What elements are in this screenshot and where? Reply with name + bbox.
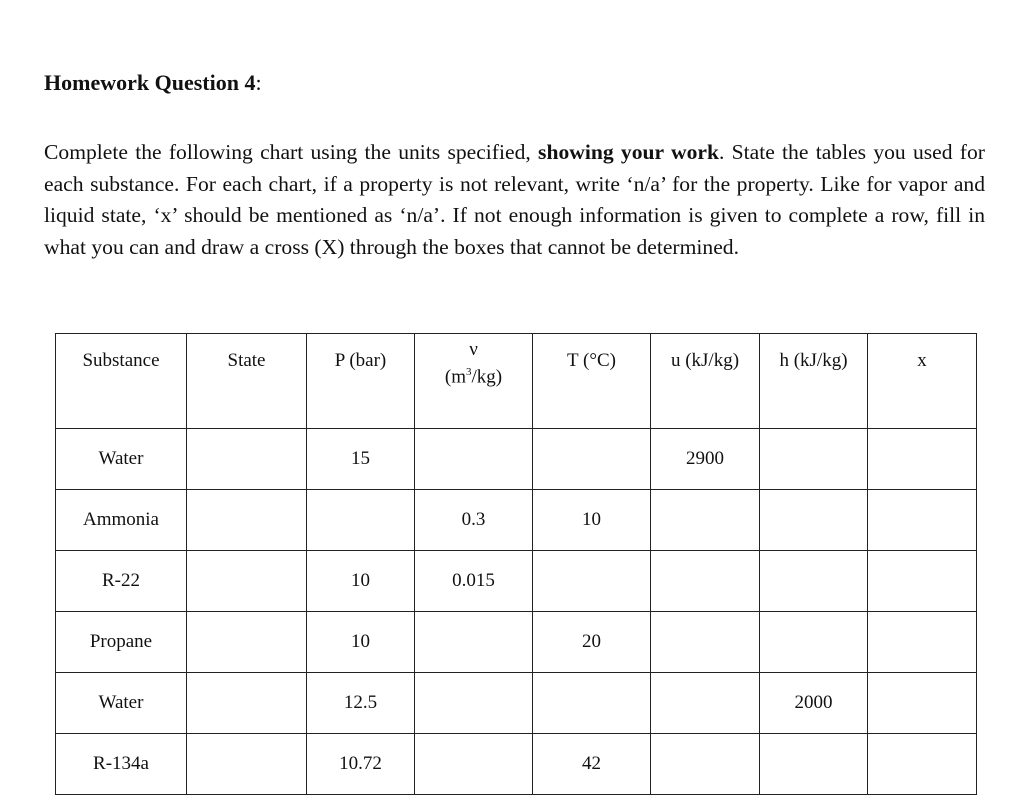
cell-substance: Propane — [56, 612, 187, 673]
cell-enthalpy — [760, 551, 868, 612]
cell-volume — [415, 734, 533, 795]
cell-state — [187, 551, 307, 612]
cell-state — [187, 612, 307, 673]
cell-volume — [415, 429, 533, 490]
cell-internal-energy — [651, 673, 760, 734]
volume-unit-sup: 3 — [466, 366, 472, 378]
header-enthalpy: h (kJ/kg) — [760, 334, 868, 429]
table-row — [56, 490, 977, 551]
question-title-label: Homework Question 4 — [44, 70, 256, 95]
header-state: State — [187, 334, 307, 429]
cell-pressure — [307, 490, 415, 551]
cell-volume — [415, 673, 533, 734]
cell-internal-energy: 2900 — [651, 429, 760, 490]
question-title-colon: : — [255, 70, 262, 95]
table-row — [56, 429, 977, 490]
cell-quality — [868, 673, 977, 734]
table-row — [56, 673, 977, 734]
volume-unit — [415, 360, 532, 389]
nu-symbol: ν — [469, 339, 478, 360]
table-row — [56, 734, 977, 795]
cell-volume: 0.015 — [415, 551, 533, 612]
cell-enthalpy — [760, 490, 868, 551]
cell-quality — [868, 490, 977, 551]
cell-pressure: 15 — [307, 429, 415, 490]
volume-unit-post: /kg) — [471, 366, 503, 388]
instructions-part1: Complete the following chart using the units specified, — [44, 140, 539, 164]
cell-pressure: 10.72 — [307, 734, 415, 795]
cell-substance: Ammonia — [56, 490, 187, 551]
instructions-bold: showing your work — [538, 140, 719, 164]
cell-pressure: 10 — [307, 612, 415, 673]
cell-enthalpy — [760, 429, 868, 490]
cell-quality — [868, 612, 977, 673]
cell-temperature — [533, 429, 651, 490]
header-internal-energy: u (kJ/kg) — [651, 334, 760, 429]
table-row — [56, 551, 977, 612]
cell-enthalpy — [760, 612, 868, 673]
cell-temperature: 20 — [533, 612, 651, 673]
cell-state — [187, 490, 307, 551]
cell-quality — [868, 429, 977, 490]
header-temperature: T (°C) — [533, 334, 651, 429]
question-title — [44, 68, 262, 98]
cell-internal-energy — [651, 612, 760, 673]
cell-substance: Water — [56, 429, 187, 490]
cell-substance: R-134a — [56, 734, 187, 795]
cell-internal-energy — [651, 734, 760, 795]
cell-state — [187, 734, 307, 795]
header-row — [56, 334, 977, 429]
cell-enthalpy: 2000 — [760, 673, 868, 734]
cell-volume — [415, 612, 533, 673]
property-chart — [55, 333, 977, 795]
header-substance: Substance — [56, 334, 187, 429]
cell-volume: 0.3 — [415, 490, 533, 551]
table-row — [56, 612, 977, 673]
cell-temperature — [533, 673, 651, 734]
cell-state — [187, 429, 307, 490]
cell-pressure: 10 — [307, 551, 415, 612]
instructions-paragraph — [44, 137, 985, 263]
volume-unit-pre: (m — [444, 366, 466, 388]
cell-substance: R-22 — [56, 551, 187, 612]
cell-substance: Water — [56, 673, 187, 734]
cell-enthalpy — [760, 734, 868, 795]
cell-quality — [868, 551, 977, 612]
cell-internal-energy — [651, 490, 760, 551]
cell-pressure: 12.5 — [307, 673, 415, 734]
cell-quality — [868, 734, 977, 795]
cell-state — [187, 673, 307, 734]
header-specific-volume — [415, 334, 533, 429]
header-pressure: P (bar) — [307, 334, 415, 429]
cell-temperature: 10 — [533, 490, 651, 551]
header-quality: x — [868, 334, 977, 429]
instructions-part2: . State the tables you used for each substance. For each chart, if a property is not relevant, write ‘n/a’ for the property. Like for vapor and liquid state, ‘x’ should be mentioned as ‘n/a’. If not enough information is given to complete a row, fill in what you can and draw a cross (X) through the boxes that cannot be determined. — [44, 140, 985, 259]
cell-internal-energy — [651, 551, 760, 612]
cell-temperature: 42 — [533, 734, 651, 795]
cell-temperature — [533, 551, 651, 612]
